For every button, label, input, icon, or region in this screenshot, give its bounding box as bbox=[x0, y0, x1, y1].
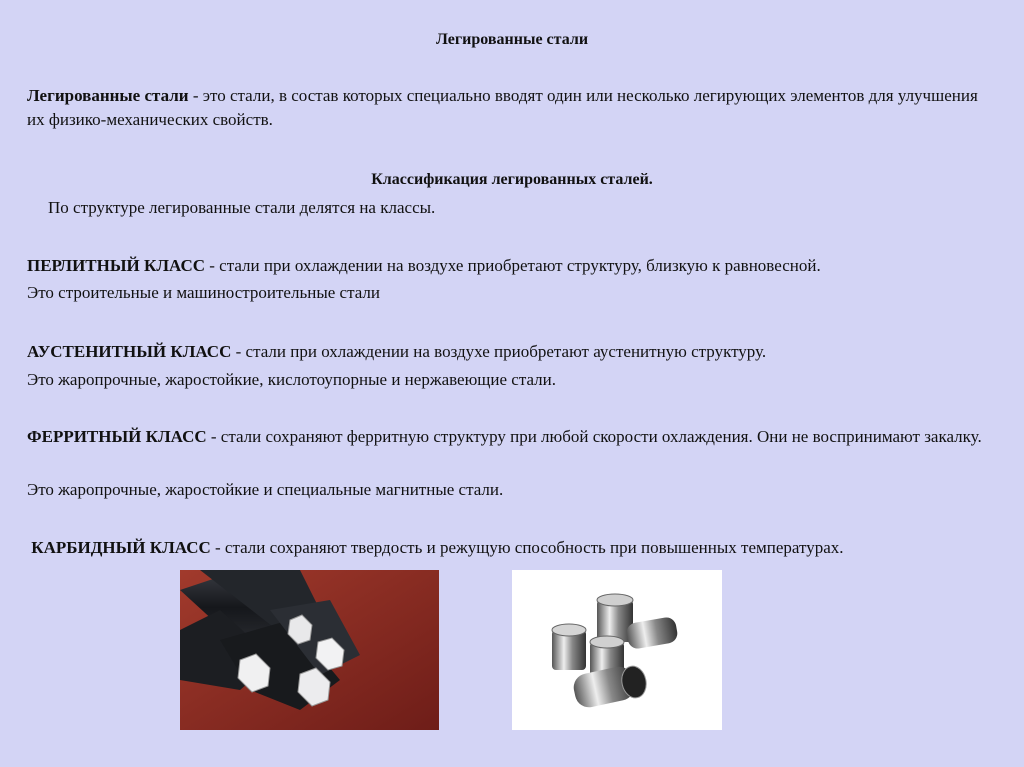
slide-title: Легированные стали bbox=[435, 31, 589, 48]
classification-heading: Классификация легированных сталей. bbox=[371, 171, 653, 188]
carbide-definition-text: - стали сохраняют твердость и режущую способность при повышенных температурах. bbox=[210, 538, 844, 557]
intro-term: Легированные стали bbox=[27, 86, 189, 105]
pearlitic-definition bbox=[27, 254, 821, 278]
pearlitic-name: ПЕРЛИТНЫЙ КЛАСС bbox=[27, 256, 205, 275]
intro-text: - это стали, в состав которых специально вводят один или несколько легирующих элементов для улучшения их физико-механических свойств. bbox=[27, 86, 978, 129]
ferritic-name: ФЕРРИТНЫЙ КЛАСС bbox=[27, 427, 207, 446]
steel-rods-image bbox=[180, 570, 439, 730]
carbide-definition bbox=[27, 536, 927, 560]
austenitic-examples: Это жаропрочные, жаростойкие, кислотоупорные и нержавеющие стали. bbox=[27, 370, 556, 389]
ferritic-definition bbox=[27, 425, 987, 449]
austenitic-name: АУСТЕНИТНЫЙ КЛАСС bbox=[27, 342, 232, 361]
ferritic-examples: Это жаропрочные, жаростойкие и специальные магнитные стали. bbox=[27, 480, 504, 499]
steel-parts-illustration bbox=[512, 570, 722, 730]
ferritic-definition-text: - стали сохраняют ферритную структуру при любой скорости охлаждения. Они не воспринимают закалку. bbox=[206, 427, 982, 446]
classification-subheading: По структуре легированные стали делятся на классы. bbox=[48, 198, 436, 217]
steel-parts-image bbox=[512, 570, 722, 730]
steel-rods-illustration bbox=[180, 570, 439, 730]
pearlitic-examples: Это строительные и машиностроительные стали bbox=[27, 283, 380, 302]
intro-paragraph bbox=[27, 84, 987, 132]
carbide-name: КАРБИДНЫЙ КЛАСС bbox=[31, 538, 211, 557]
austenitic-definition bbox=[27, 340, 766, 364]
pearlitic-definition-text: - стали при охлаждении на воздухе приобретают структуру, близкую к равновесной. bbox=[205, 256, 821, 275]
austenitic-definition-text: - стали при охлаждении на воздухе приобретают аустенитную структуру. bbox=[231, 342, 767, 361]
